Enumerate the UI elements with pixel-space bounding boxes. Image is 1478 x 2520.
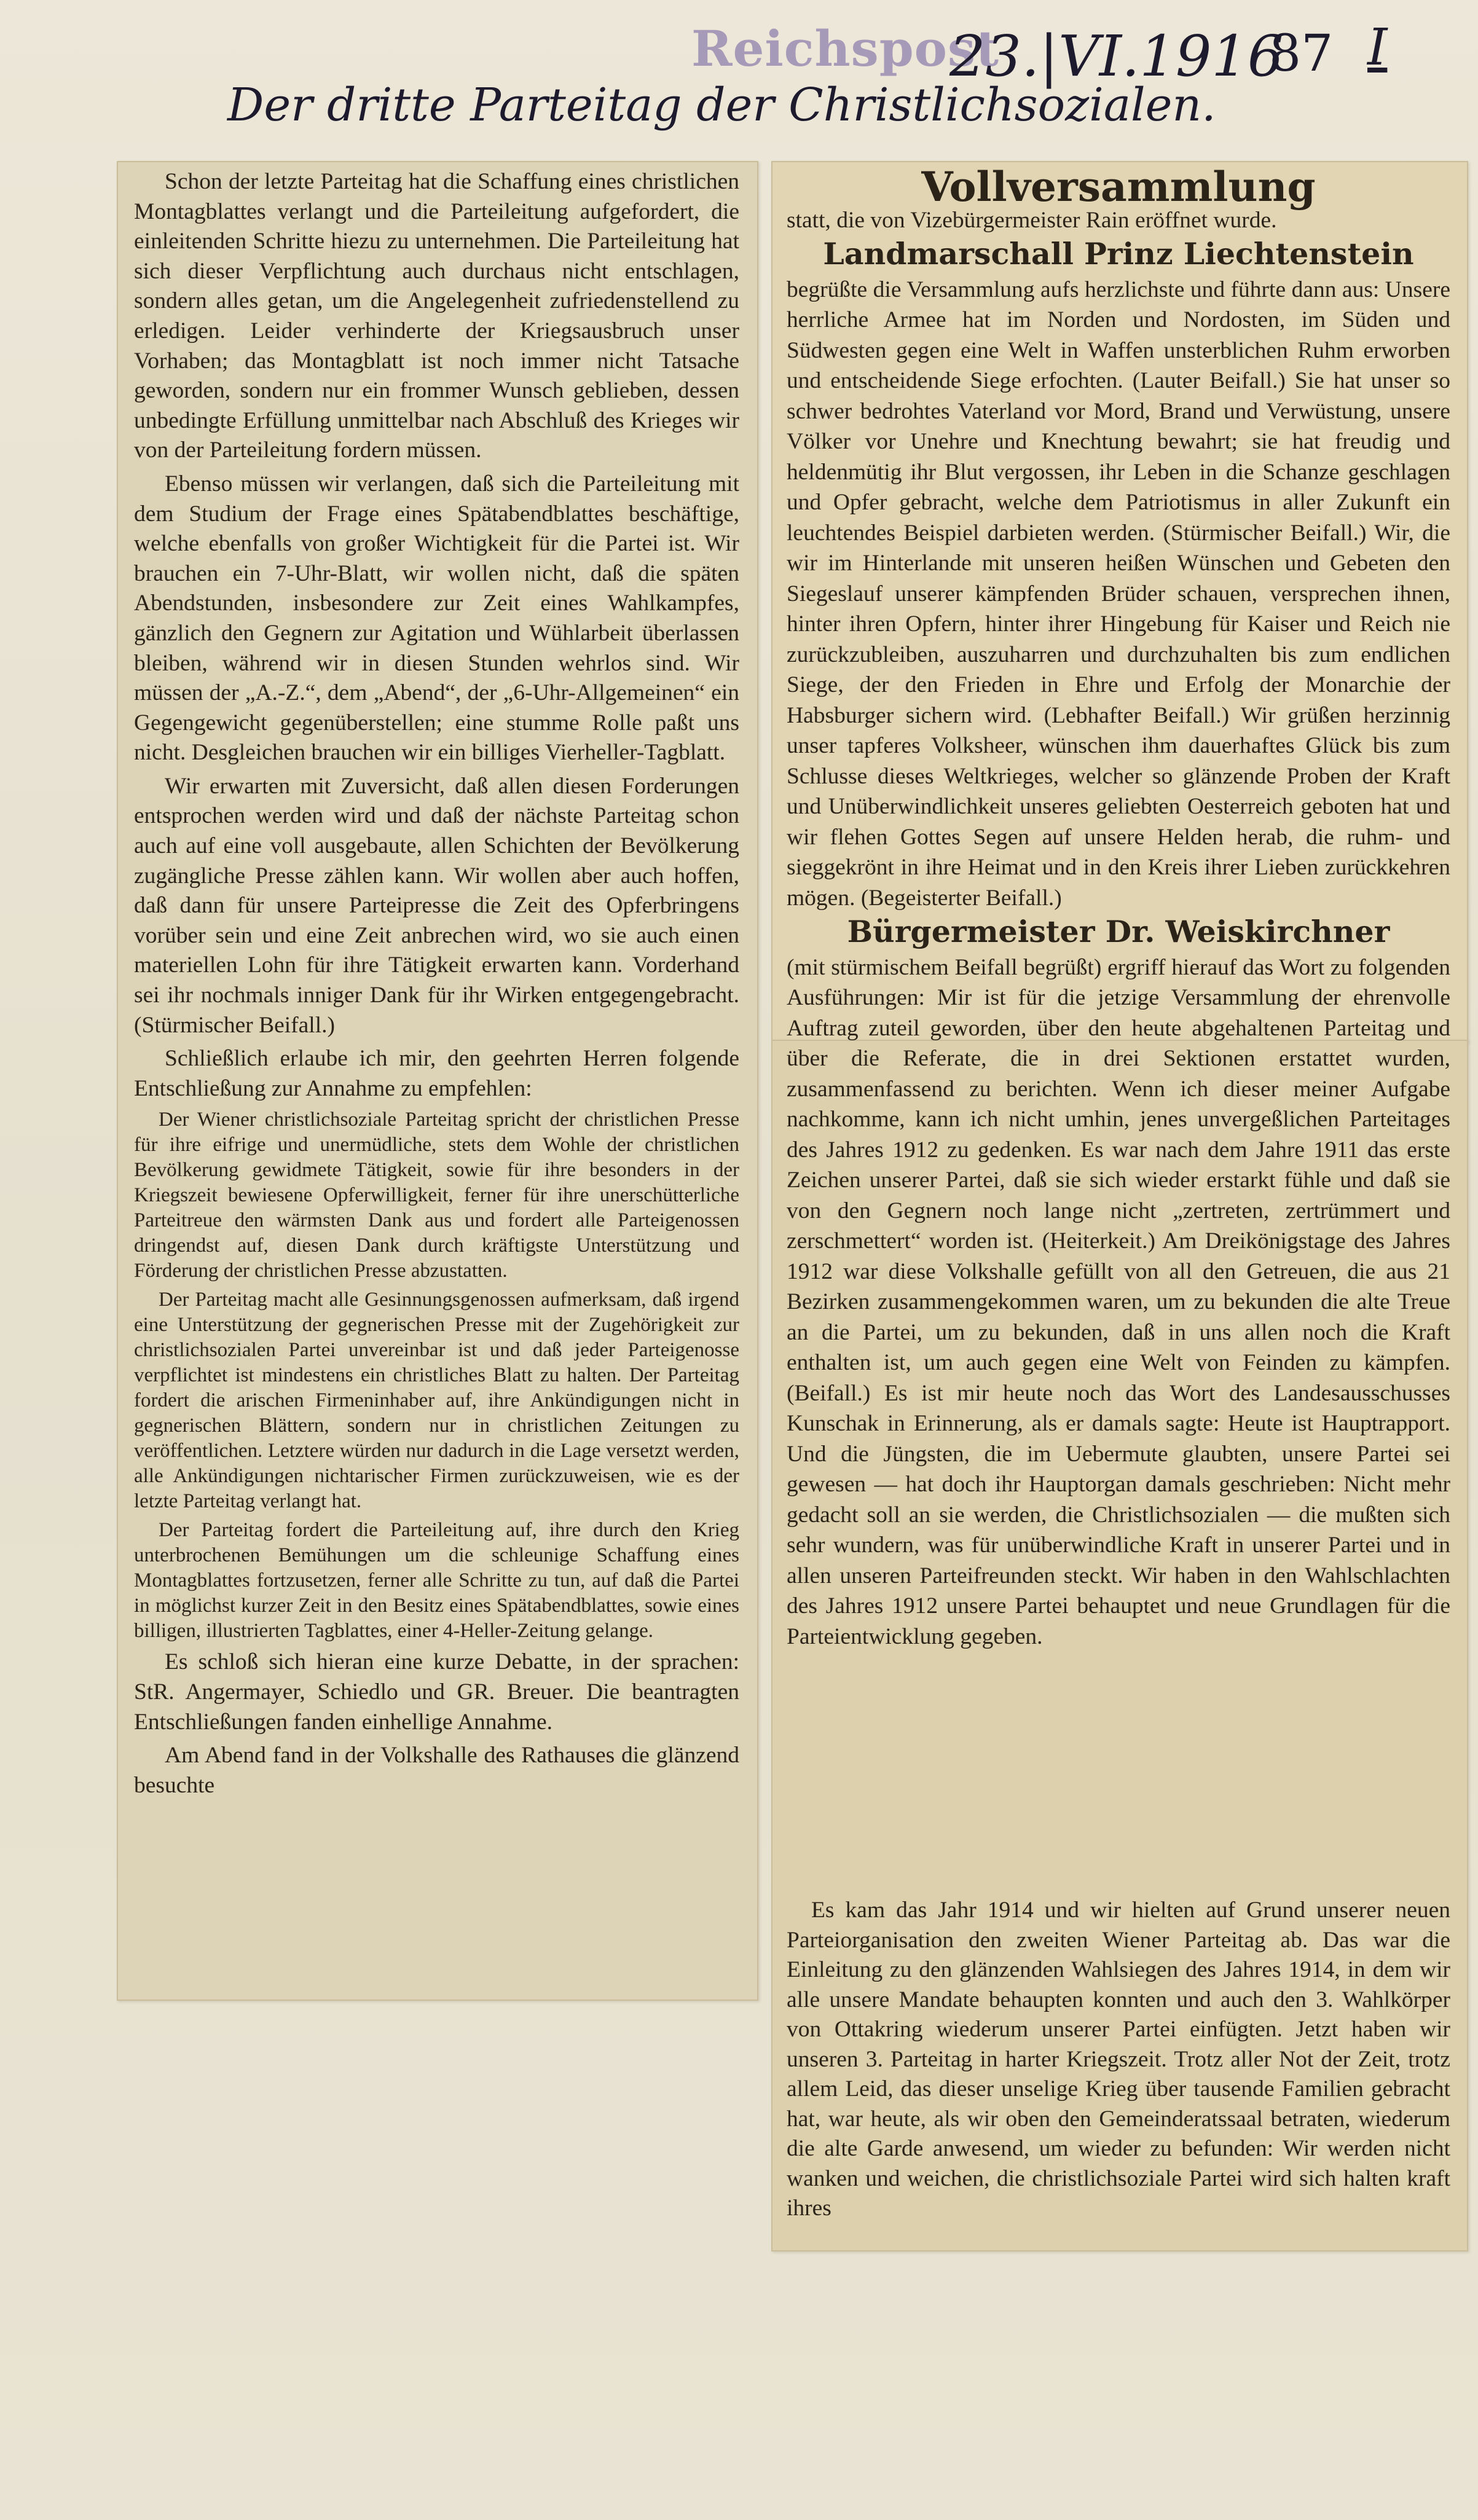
- subheading-liechtenstein: Landmarschall Prinz Liechtenstein: [823, 236, 1414, 272]
- liechtenstein-speech: begrüßte die Versammlung aufs herzlichste und führte dann aus: Unsere herrliche Armee hat im Norden und Nordosten, im Süden und Südwesten gegen eine Welt in Waffen unsterblichen Ruhm erworben und entscheidende Siege erfochten. (Lauter Beifall.) Sie hat unser so schwer bedrohtes Vaterland vor Mord, Brand und Verwüstung, unsere Völker vor Unehre und Knechtung bewahrt; sie hat freudig und heldenmütig ihr Blut vergossen, ihr Leben in die Schanze geschlagen und Opfer gebracht, welche dem Patriotismus in aller Zukunft ein leuchtendes Beispiel darbieten werden. (Stürmischer Beifall.) Wir, die wir im Hinterlande mit unseren heißen Wünschen und Gebeten den Siegeslauf unserer kämpfenden Brüder schauen, versprechen ihnen, hinter ihren Opfern, hinter ihrer Hingebung für Kaiser und Reich nie zurückzubleiben, auszuharren und durchzuhalten bis zum endlichen Siege, der den Frieden in Ehre und Erfolg der Monarchie der Habsburger sichern wird. (Lebhafter Beifall.) Wir grüßen herzinnig unser tapferes Volksheer, wünschen ihm dauerhaftes Glück bis zum Schlusse dieses Weltkrieges, welcher so glänzende Proben der Kraft und Unüberwindlichkeit unseres geliebten Oesterreich geboten hat und wir flehen Gottes Segen auf unsere Helden herab, die ruhm- und sieggekrönt in ihre Heimat und in den Kreis ihrer Lieben zurückkehren mögen. (Begeisterter Beifall.): [787, 277, 1450, 911]
- weiskirchner-speech-1: (mit stürmischem Beifall begrüßt) ergriff hierauf das Wort zu folgenden Ausführungen: Mir ist für die jetzige Versammlung der ehrenvolle Auftrag zuteil geworden, über den heute abgehaltenen Parteitag und über die Referate, die in drei Sektionen erstattet wurden, zusammenfassend zu berichten. Wenn ich dieser meiner Aufgabe nachkomme, kann ich nicht umhin, jenes unvergeßlichen Parteitages des Jahres 1912 zu gedenken. Es war nach dem Jahre 1911 das erste Zeichen unserer Partei, daß sie sich wieder erstarkt fühle und daß sie von den Gegnern noch lange nicht „zertreten, zertrümmert und zerschmettert“ worden ist. (Heiterkeit.) Am Dreikönigstage des Jahres 1912 war diese Volkshalle gefüllt von all den Getreuen, die aus 21 Bezirken zusammengekommen waren, um zu bekunden die alte Treue an die Partei, um zu bekunden, daß in uns allen noch die Kraft enthalten ist, um auch gegen eine Welt von Feinden zu kämpfen. (Beifall.) Es ist mir heute noch das Wort des Landesausschusses Kunschak in Erinnerung, als er damals sagte: Heute ist Hauptrapport. Und die Jüngsten, die im Uebermute glaubten, unsere Partei sei gewesen — hat doch ihr Hauptorgan damals geschrieben: Nicht mehr gedacht soll an sie werden, die Christlichsozialen — die mußten sich sehr wundern, was für unüberwindliche Kraft in unserer Partei und in allen unseren Parteifreunden steckt. Wir haben in den Wahlschlachten des Jahres 1912 unsere Partei behauptet und neue Grundlagen für die Parteientwicklung gegeben.: [787, 954, 1450, 1649]
- resolution-1: Der Wiener christlichsoziale Parteitag spricht der christlichen Presse für ihre eifrige und unermüdliche, stets dem Wohle der christlichen Bevölkerung gewidmete Tätigkeit, sowie für ihre besonders in der Kriegszeit bewiesene Opferwilligkeit, ferner für ihre unerschütterliche Parteitreue den wärmsten Dank aus und fordert alle Parteigenossen dringendst auf, diesen Dank durch kräftigste Unterstützung und Förderung der christlichen Presse abzustatten.: [134, 1109, 739, 1282]
- left-paragraph-4: Schließlich erlaube ich mir, den geehrten Herren folgende Entschließung zur Annahme zu empfehlen:: [134, 1046, 739, 1101]
- left-paragraph-3: Wir erwarten mit Zuversicht, daß allen diesen Forderungen entsprochen werden wird und daß der nächste Parteitag schon auch auf eine voll ausgebaute, allen Schichten der Bevölkerung zugängliche Presse zählen kann. Wir wollen aber auch hoffen, daß dann für unsere Parteipresse die Zeit des Opferbringens vorüber sein und eine Zeit anbrechen wird, wo sie auch einen materiellen Lohn für ihre Tätigkeit erwarten kann. Vorderhand sei ihr nochmals inniger Dank für ihr Wirken entgegengebracht. (Stürmischer Beifall.): [134, 773, 739, 1038]
- closing-2: Am Abend fand in der Volkshalle des Rathauses die glänzend besuchte: [134, 1743, 739, 1798]
- roman-numeral: I: [1367, 18, 1388, 77]
- resolution-block: [134, 1107, 739, 1644]
- left-paragraph-1: Schon der letzte Parteitag hat die Schaffung eines christlichen Montagblattes verlangt und die Parteileitung aufgefordert, die einleitenden Schritte hiezu zu unternehmen. Die Parteileitung hat sich dieser Verpflichtung auch durchaus nicht entschlagen, sondern alles getan, um die Angelegenheit zufriedenstellend zu erledigen. Leider verhinderte der Kriegsausbruch unser Vorhaben; das Montagblatt ist noch immer nicht Tatsache geworden, sondern nur ein frommer Wunsch geblieben, dessen unbedingte Erfüllung unmittelbar nach Abschluß des Krieges wir von der Parteileitung fordern müssen.: [134, 169, 739, 463]
- left-column: [134, 167, 739, 1804]
- weiskirchner-speech-2: Es kam das Jahr 1914 und wir hielten auf Grund unserer neuen Parteiorganisation den zweiten Wiener Parteitag ab. Das war die Einleitung zu den glänzenden Wahlsiegen des Jahres 1914, in dem wir alle unsere Mandate behaupten konnten und auch den 3. Wahlkörper von Ottakring wiederum unserer Partei einfügten. Jetzt haben wir unseren 3. Parteitag in harter Kriegszeit. Trotz aller Not der Zeit, trotz allem Leid, das dieser unselige Krieg über tausende Familien gebracht hat, war heute, als wir oben den Gemeinderatssaal betraten, wiederum die alte Garde anwesend, um wieder zu befunden: Wir werden nicht wanken und weichen, die christlichsoziale Partei wird sich halten kraft ihres: [787, 1898, 1450, 2221]
- newspaper-stamp: Reichspost: [691, 20, 999, 77]
- right-column-bottom: [787, 1896, 1450, 2228]
- closing-1: Es schloß sich hieran eine kurze Debatte, in der sprachen: StR. Angermayer, Schiedlo und GR. Breuer. Die beantragten Entschließungen fanden einhellige Annahme.: [134, 1649, 739, 1735]
- resolution-2: Der Parteitag macht alle Gesinnungsgenossen aufmerksam, daß irgend eine Unterstützung der gegnerischen Presse mit der Zugehörigkeit zur christlichsozialen Partei unvereinbar ist und daß jeder Parteigenosse verpflichtet ist mindestens ein christliches Blatt zu halten. Der Parteitag fordert die arischen Firmeninhaber auf, ihre Ankündigungen nicht in gegnerischen Blättern, sondern nur in christlichen Zeitungen zu veröffentlichen. Letztere würden nur dadurch in die Lage versetzt werden, alle Ankündigungen nichtarischer Firmen zurückzuweisen, wie es der letzte Parteitag verlangt hat.: [134, 1289, 739, 1513]
- page-number: 87: [1269, 25, 1334, 83]
- resolution-3: Der Parteitag fordert die Parteileitung auf, ihre durch den Krieg unterbrochenen Bemühungen um die schleunige Schaffung eines Montagblattes fortzusetzen, ferner alle Schritte zu tun, auf daß die Partei in möglichst kurzer Zeit in den Besitz eines Spätabendblattes, sowie eines billigen, illustrierten Tagblattes, einer 4-Heller-Zeitung gelange.: [134, 1519, 739, 1643]
- handwritten-title: Der dritte Parteitag der Christlichsozialen.: [227, 79, 1216, 131]
- left-paragraph-2: Ebenso müssen wir verlangen, daß sich die Parteileitung mit dem Studium der Frage eines Spätabendblattes beschäftige, welche ebenfalls von großer Wichtigkeit für die Partei ist. Wir brauchen ein 7-Uhr-Blatt, wir wollen nicht, daß die späten Abendstunden, insbesondere zur Zeit eines Wahlkampfes, gänzlich den Gegnern zur Agitation und Wühlarbeit überlassen bleiben, während wir in diesen Stunden wehrlos sind. Wir müssen der „A.-Z.“, dem „Abend“, der „6-Uhr-Allgemeinen“ ein Gegengewicht gegenüberstellen; eine stumme Rolle paßt uns nicht. Desgleichen brauchen wir ein billiges Vierheller-Tagblatt.: [134, 471, 739, 766]
- intro-line: statt, die von Vizebürgermeister Rain eröffnet wurde.: [787, 207, 1277, 233]
- right-column-top: [787, 163, 1450, 1655]
- handwritten-date: 23.|VI.1916: [949, 23, 1284, 89]
- subheading-weiskirchner: Bürgermeister Dr. Weiskirchner: [847, 914, 1390, 949]
- article-heading: Vollversammlung: [921, 163, 1316, 211]
